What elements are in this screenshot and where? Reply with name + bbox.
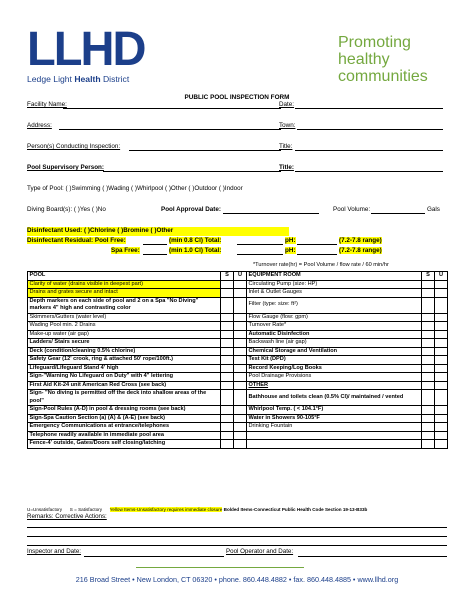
- equipment-s-checkbox[interactable]: [422, 381, 435, 390]
- org-name: Ledge Light Health District: [27, 74, 130, 84]
- equipment-s-checkbox[interactable]: [422, 390, 435, 406]
- pool-s-checkbox[interactable]: [221, 406, 234, 415]
- pool-u-checkbox[interactable]: [234, 330, 247, 339]
- equipment-s-checkbox[interactable]: [422, 440, 435, 449]
- pool-s-checkbox[interactable]: [221, 313, 234, 322]
- supervisory-row: [27, 164, 444, 174]
- pool-s-checkbox[interactable]: [221, 339, 234, 348]
- equipment-s-checkbox[interactable]: [422, 322, 435, 331]
- inspection-table: [27, 271, 448, 449]
- equipment-u-checkbox[interactable]: [435, 289, 448, 298]
- equipment-item-cell: Bathhouse and toilets clean (0.5% Cl)/ maintained / vented: [247, 390, 422, 406]
- equipment-u-checkbox[interactable]: [435, 423, 448, 432]
- title-label: Title:: [279, 143, 293, 150]
- date-field[interactable]: [295, 101, 443, 109]
- equipment-column-header: EQUIPMENT ROOM: [247, 272, 422, 281]
- pool-s-checkbox[interactable]: [221, 322, 234, 331]
- pool-item-cell: Sign-Spa Caution Section (a) (A) & (A-E) (see back): [28, 414, 221, 423]
- table-row: [28, 313, 448, 322]
- table-row: [28, 406, 448, 415]
- table-row: [28, 280, 448, 289]
- footer-address: 216 Broad Street • New London, CT 06320 • phone. 860.448.4882 • fax. 860.448.4885 • www.llhd.org: [75, 575, 399, 584]
- pool-u-checkbox[interactable]: [234, 414, 247, 423]
- equipment-item-cell: [247, 431, 422, 440]
- pool-volume-field[interactable]: [371, 206, 425, 214]
- pool-item-cell: Sign-"Warning No Lifeguard on Duty" with 4" lettering: [28, 373, 221, 382]
- pool-approval-date-label: Pool Approval Date:: [161, 206, 221, 213]
- equipment-s-checkbox[interactable]: [422, 313, 435, 322]
- pool-item-cell: First Aid Kit-24 unit American Red Cross (see back): [28, 381, 221, 390]
- equipment-u-checkbox[interactable]: [435, 364, 448, 373]
- llhd-logo: [27, 23, 167, 84]
- pool-u-header: U: [234, 272, 247, 281]
- footer-divider: [136, 567, 304, 568]
- legend: [27, 507, 367, 512]
- address-row: [27, 122, 444, 132]
- table-row: [28, 297, 448, 313]
- pool-item-cell: Sign- "No diving is permitted off the deck into shallow areas of the pool": [28, 390, 221, 406]
- pool-supervisory-label: Pool Supervisory Person:: [27, 164, 104, 171]
- town-field[interactable]: [297, 122, 443, 130]
- equipment-item-cell: Water in Showers 90-105°F: [247, 414, 422, 423]
- pool-approval-date-field[interactable]: [223, 206, 319, 214]
- pool-item-cell: Depth markers on each side of pool and 2 on a Spa "No Diving" markers 4" high and contrasting color: [28, 297, 221, 313]
- inspection-table-body: [28, 272, 448, 449]
- pool-item-cell: Drains and grates secure and intact: [28, 289, 221, 298]
- equipment-item-cell: Circulating Pump (size: HP): [247, 280, 422, 289]
- spa-total-field[interactable]: [237, 247, 283, 255]
- pool-s-checkbox[interactable]: [221, 280, 234, 289]
- pool-u-checkbox[interactable]: [234, 431, 247, 440]
- spa-free-field[interactable]: [143, 247, 167, 255]
- equipment-s-checkbox[interactable]: [422, 339, 435, 348]
- table-row: [28, 431, 448, 440]
- pool-u-checkbox[interactable]: [234, 347, 247, 356]
- legend-bold-note: Bolded Items-Connecticut Public Health Code Section 19-13-B33b: [223, 507, 368, 512]
- pool-item-cell: Lifeguard/Lifeguard Stand 4' high: [28, 364, 221, 373]
- spa-free-label: Spa Free:: [111, 247, 140, 254]
- pool-supervisory-field[interactable]: [103, 164, 281, 172]
- table-row: [28, 330, 448, 339]
- pool-u-checkbox[interactable]: [234, 339, 247, 348]
- table-row: [28, 364, 448, 373]
- table-row: [28, 414, 448, 423]
- pool-s-checkbox[interactable]: [221, 356, 234, 365]
- equipment-s-checkbox[interactable]: [422, 289, 435, 298]
- equipment-u-checkbox[interactable]: [435, 440, 448, 449]
- pool-u-checkbox[interactable]: [234, 289, 247, 298]
- pool-u-checkbox[interactable]: [234, 322, 247, 331]
- equipment-s-header: S: [422, 272, 435, 281]
- persons-conducting-field[interactable]: [129, 143, 281, 151]
- table-row: [28, 390, 448, 406]
- table-row: [28, 423, 448, 432]
- equipment-s-checkbox[interactable]: [422, 347, 435, 356]
- equipment-s-checkbox[interactable]: [422, 373, 435, 382]
- title-label-2: Title:: [279, 164, 294, 171]
- equipment-s-checkbox[interactable]: [422, 423, 435, 432]
- equipment-item-cell: Automatic Disinfection: [247, 330, 422, 339]
- ph-label-2: pH:: [285, 247, 296, 254]
- pool-volume-label: Pool Volume:: [333, 206, 371, 213]
- pool-item-cell: Emergency Communications at entrance/telephones: [28, 423, 221, 432]
- operator-date-field[interactable]: [298, 549, 447, 557]
- equipment-u-checkbox[interactable]: [435, 297, 448, 313]
- equipment-u-checkbox[interactable]: [435, 347, 448, 356]
- equipment-item-cell: [247, 440, 422, 449]
- form-title: PUBLIC POOL INSPECTION FORM: [184, 94, 290, 101]
- pool-u-checkbox[interactable]: [234, 406, 247, 415]
- pool-u-checkbox[interactable]: [234, 373, 247, 382]
- table-row: [28, 347, 448, 356]
- equipment-s-checkbox[interactable]: [422, 356, 435, 365]
- table-row: [28, 440, 448, 449]
- disinfectant-spa-row: [27, 247, 444, 257]
- pool-u-checkbox[interactable]: [234, 423, 247, 432]
- equipment-item-cell: Flow Gauge (flow: gpm): [247, 313, 422, 322]
- legend-yellow-note: Yellow Items-Unsatisfactory requires immediate closure: [109, 507, 223, 512]
- pool-s-checkbox[interactable]: [221, 440, 234, 449]
- pool-item-cell: Ladders/ Stairs secure: [28, 339, 221, 348]
- pool-u-checkbox[interactable]: [234, 356, 247, 365]
- pool-u-checkbox[interactable]: [234, 313, 247, 322]
- legend-unsat: U=Unsatisfactory: [27, 507, 63, 512]
- pool-s-checkbox[interactable]: [221, 414, 234, 423]
- equipment-u-checkbox[interactable]: [435, 406, 448, 415]
- diving-boards-options[interactable]: Diving Board(s): ( )Yes ( )No: [27, 206, 106, 213]
- pool-item-cell: Skimmers/Gutters (water level): [28, 313, 221, 322]
- ph-field-1[interactable]: [297, 237, 337, 245]
- table-row: [28, 289, 448, 298]
- table-row: [28, 356, 448, 365]
- town-label: Town:: [279, 122, 296, 129]
- pool-free-range: (min 0.8 Cl) Total:: [169, 237, 222, 244]
- pool-s-checkbox[interactable]: [221, 364, 234, 373]
- facility-row: [27, 101, 444, 111]
- turnover-formula: *Turnover rate(hr) = Pool Volume / flow rate / 60 min/hr: [253, 262, 389, 268]
- pool-item-cell: Telephone readily available in immediate pool area: [28, 431, 221, 440]
- title-field[interactable]: [295, 143, 443, 151]
- pool-s-checkbox[interactable]: [221, 381, 234, 390]
- pool-item-cell: Deck (condition/cleaning 0.5% chlorine): [28, 347, 221, 356]
- pool-s-checkbox[interactable]: [221, 373, 234, 382]
- equipment-item-cell: Inlet & Outlet Gauges: [247, 289, 422, 298]
- equipment-u-checkbox[interactable]: [435, 373, 448, 382]
- pool-u-checkbox[interactable]: [234, 297, 247, 313]
- remarks-line-2[interactable]: [27, 536, 447, 537]
- disinfectant-residual-pool-label: Disinfectant Residual: Pool Free:: [27, 237, 126, 244]
- equipment-s-checkbox[interactable]: [422, 297, 435, 313]
- equipment-u-header: U: [435, 272, 448, 281]
- equipment-item-cell: Drinking Fountain: [247, 423, 422, 432]
- pool-column-header: POOL: [28, 272, 221, 281]
- gals-unit: Gals: [427, 206, 440, 213]
- pool-item-cell: Sign-Pool Rules (A-D) in pool & dressing rooms (see back): [28, 406, 221, 415]
- table-header-row: [28, 272, 448, 281]
- remarks-line-1[interactable]: [27, 527, 447, 528]
- operator-date-label: Pool Operator and Date:: [226, 548, 294, 555]
- equipment-item-cell: Test Kit (DPD): [247, 356, 422, 365]
- address-field[interactable]: [59, 122, 281, 130]
- logo-wordmark: LLHD: [27, 23, 145, 76]
- ph-field-2[interactable]: [297, 247, 337, 255]
- table-row: [28, 322, 448, 331]
- pool-s-checkbox[interactable]: [221, 390, 234, 406]
- table-row: [28, 381, 448, 390]
- title-field-2[interactable]: [295, 164, 443, 172]
- pool-item-cell: Fence-4' outside, Gates/Doors self closing/latching: [28, 440, 221, 449]
- equipment-item-cell: Record Keeping/Log Books: [247, 364, 422, 373]
- equipment-u-checkbox[interactable]: [435, 381, 448, 390]
- equipment-s-checkbox[interactable]: [422, 280, 435, 289]
- equipment-u-checkbox[interactable]: [435, 431, 448, 440]
- equipment-u-checkbox[interactable]: [435, 390, 448, 406]
- address-label: Address:: [27, 122, 52, 129]
- pool-u-checkbox[interactable]: [234, 364, 247, 373]
- pool-s-checkbox[interactable]: [221, 423, 234, 432]
- equipment-item-cell: Backwash line (air gap): [247, 339, 422, 348]
- pool-item-cell: Make-up water (air gap): [28, 330, 221, 339]
- ph-range-2: (7.2-7.8 range): [339, 247, 382, 254]
- facility-name-field[interactable]: [63, 101, 281, 109]
- pool-s-checkbox[interactable]: [221, 289, 234, 298]
- date-label: Date:: [279, 101, 295, 108]
- pool-total-field[interactable]: [237, 237, 283, 245]
- remarks-label: Remarks: Corrective Actions:: [27, 513, 107, 520]
- equipment-u-checkbox[interactable]: [435, 322, 448, 331]
- pool-s-header: S: [221, 272, 234, 281]
- pool-u-checkbox[interactable]: [234, 280, 247, 289]
- pool-u-checkbox[interactable]: [234, 381, 247, 390]
- table-row: [28, 339, 448, 348]
- table-row: [28, 373, 448, 382]
- pool-item-cell: Safety Gear (12' crook, ring & attached 50' rope/100ft.): [28, 356, 221, 365]
- tagline: Promoting healthy communities: [338, 34, 428, 85]
- ph-range-1: (7.2-7.8 range): [339, 237, 382, 244]
- equipment-item-cell: Pool Drainage Provisions: [247, 373, 422, 382]
- equipment-item-cell: OTHER: [247, 381, 422, 390]
- type-of-pool-options[interactable]: Type of Pool: ( )Swimming ( )Wading ( )Whirlpool ( )Other ( )Outdoor ( )Indoor: [27, 185, 243, 192]
- type-of-pool-row: [27, 185, 444, 195]
- equipment-s-checkbox[interactable]: [422, 364, 435, 373]
- disinfectant-used-options[interactable]: Disinfectant Used: ( )Chlorine ( )Bromine ( )Other: [27, 227, 289, 236]
- equipment-u-checkbox[interactable]: [435, 414, 448, 423]
- equipment-u-checkbox[interactable]: [435, 356, 448, 365]
- equipment-item-cell: Chemical Storage and Ventilation: [247, 347, 422, 356]
- equipment-s-checkbox[interactable]: [422, 330, 435, 339]
- equipment-u-checkbox[interactable]: [435, 313, 448, 322]
- pool-u-checkbox[interactable]: [234, 440, 247, 449]
- equipment-s-checkbox[interactable]: [422, 431, 435, 440]
- equipment-item-cell: Whirlpool Temp. ( < 104.1°F): [247, 406, 422, 415]
- pool-s-checkbox[interactable]: [221, 297, 234, 313]
- pool-free-field[interactable]: [143, 237, 167, 245]
- persons-conducting-label: Person(s) Conducting Inspection:: [27, 143, 121, 150]
- pool-s-checkbox[interactable]: [221, 347, 234, 356]
- diving-row: [27, 206, 444, 216]
- facility-name-label: Facility Name:: [27, 101, 67, 108]
- spa-free-range: (min 1.0 Cl) Total:: [169, 247, 222, 254]
- legend-sat: S = Satisfactory: [69, 507, 103, 512]
- inspector-date-field[interactable]: [84, 549, 224, 557]
- pool-item-cell: Wading Pool min. 2 Drains: [28, 322, 221, 331]
- pool-item-cell: Clarity of water (drains visible in deepest part): [28, 280, 221, 289]
- equipment-u-checkbox[interactable]: [435, 339, 448, 348]
- pool-s-checkbox[interactable]: [221, 330, 234, 339]
- disinfectant-used-row: [27, 227, 444, 237]
- equipment-u-checkbox[interactable]: [435, 330, 448, 339]
- remarks-line-3[interactable]: [27, 545, 447, 546]
- equipment-item-cell: Filter (type: size: ft²): [247, 297, 422, 313]
- pool-u-checkbox[interactable]: [234, 390, 247, 406]
- equipment-u-checkbox[interactable]: [435, 280, 448, 289]
- inspector-date-label: Inspector and Date:: [27, 548, 82, 555]
- pool-s-checkbox[interactable]: [221, 431, 234, 440]
- equipment-item-cell: Turnover Rate*: [247, 322, 422, 331]
- persons-row: [27, 143, 444, 153]
- ph-label-1: pH:: [285, 237, 296, 244]
- equipment-s-checkbox[interactable]: [422, 414, 435, 423]
- equipment-s-checkbox[interactable]: [422, 406, 435, 415]
- disinfectant-pool-row: [27, 237, 444, 247]
